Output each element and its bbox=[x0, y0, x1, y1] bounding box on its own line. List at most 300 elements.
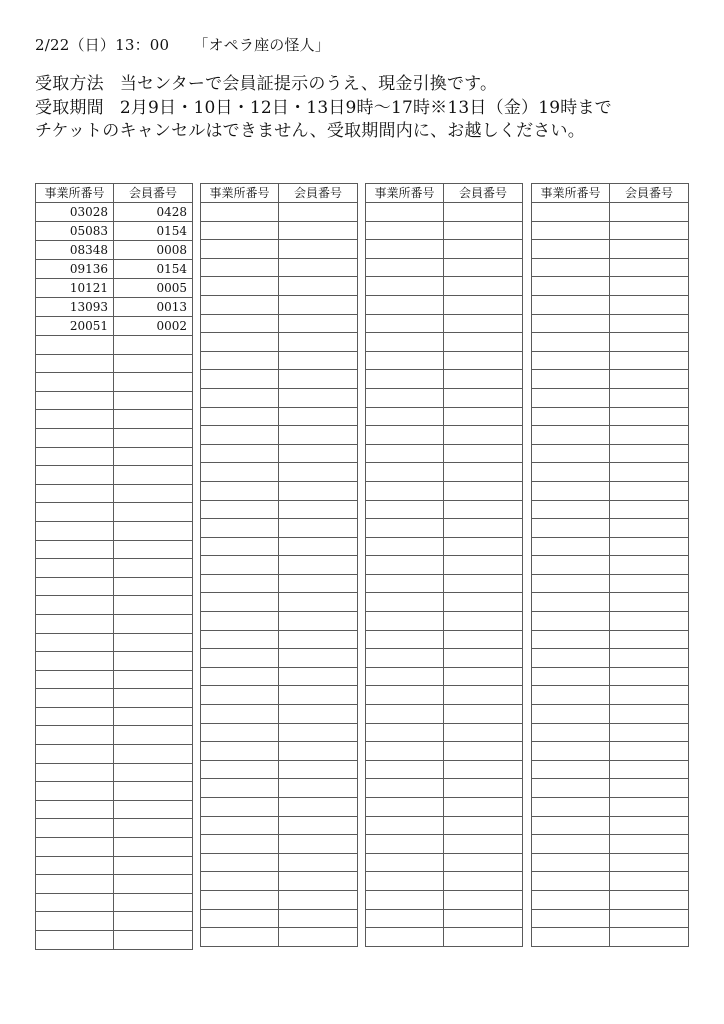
table-row bbox=[366, 853, 523, 872]
member-number-cell bbox=[279, 314, 358, 333]
office-number-cell bbox=[366, 481, 444, 500]
table-row bbox=[532, 816, 689, 835]
member-number-cell bbox=[610, 537, 689, 556]
member-number-cell bbox=[610, 816, 689, 835]
office-number-cell bbox=[36, 931, 114, 950]
office-number-cell bbox=[201, 742, 279, 761]
table-row bbox=[36, 540, 193, 559]
member-number-cell bbox=[279, 333, 358, 352]
member-number-cell bbox=[114, 819, 193, 838]
table-row bbox=[36, 633, 193, 652]
table-row bbox=[201, 705, 358, 724]
member-number-cell bbox=[444, 853, 523, 872]
office-number-cell bbox=[366, 890, 444, 909]
table-row bbox=[532, 500, 689, 519]
office-number-cell bbox=[201, 593, 279, 612]
office-number-cell bbox=[532, 258, 610, 277]
office-number-cell bbox=[532, 407, 610, 426]
table-row bbox=[366, 277, 523, 296]
member-number-cell bbox=[444, 407, 523, 426]
member-number-cell bbox=[114, 428, 193, 447]
office-number-cell bbox=[532, 835, 610, 854]
office-number-cell bbox=[366, 686, 444, 705]
office-number-cell bbox=[532, 928, 610, 947]
office-number-cell: 03028 bbox=[36, 203, 114, 222]
member-number-cell bbox=[610, 835, 689, 854]
office-number-cell bbox=[201, 630, 279, 649]
table-row bbox=[36, 893, 193, 912]
office-number-cell bbox=[201, 798, 279, 817]
office-number-cell bbox=[366, 612, 444, 631]
office-number-cell bbox=[532, 500, 610, 519]
table-row bbox=[532, 277, 689, 296]
member-number-cell bbox=[610, 574, 689, 593]
table-row bbox=[366, 872, 523, 891]
table-row bbox=[532, 853, 689, 872]
office-number-cell bbox=[36, 521, 114, 540]
table-row bbox=[366, 240, 523, 259]
table-row bbox=[201, 798, 358, 817]
office-number-cell bbox=[201, 388, 279, 407]
office-number-cell bbox=[532, 705, 610, 724]
member-number-cell bbox=[279, 723, 358, 742]
member-number-cell bbox=[444, 574, 523, 593]
office-number-cell bbox=[532, 742, 610, 761]
member-number-cell bbox=[279, 203, 358, 222]
member-number-cell bbox=[279, 667, 358, 686]
table-row bbox=[532, 314, 689, 333]
table-row bbox=[366, 890, 523, 909]
table-row bbox=[36, 521, 193, 540]
member-number-cell bbox=[610, 277, 689, 296]
table-row bbox=[36, 800, 193, 819]
member-number-cell bbox=[444, 519, 523, 538]
member-number-cell bbox=[610, 556, 689, 575]
table-row bbox=[366, 593, 523, 612]
member-number-cell bbox=[610, 853, 689, 872]
member-number-cell bbox=[114, 800, 193, 819]
member-number-cell bbox=[610, 295, 689, 314]
table-row bbox=[366, 705, 523, 724]
office-number-cell bbox=[532, 798, 610, 817]
office-number-cell bbox=[532, 686, 610, 705]
office-number-cell bbox=[201, 556, 279, 575]
table-row bbox=[36, 354, 193, 373]
table-row bbox=[36, 838, 193, 857]
office-number-cell bbox=[36, 354, 114, 373]
office-number-cell bbox=[532, 295, 610, 314]
member-number-cell bbox=[444, 481, 523, 500]
office-number-cell bbox=[36, 652, 114, 671]
office-number-cell bbox=[366, 277, 444, 296]
table-row bbox=[532, 872, 689, 891]
member-number-cell bbox=[114, 540, 193, 559]
office-number-cell bbox=[36, 745, 114, 764]
member-number-cell bbox=[279, 519, 358, 538]
member-number-cell bbox=[279, 370, 358, 389]
table-row bbox=[201, 630, 358, 649]
table-row bbox=[36, 203, 193, 222]
office-number-cell bbox=[366, 537, 444, 556]
member-number-cell bbox=[610, 240, 689, 259]
table-row bbox=[36, 745, 193, 764]
member-number-cell bbox=[444, 667, 523, 686]
office-number-cell bbox=[36, 540, 114, 559]
member-number-cell bbox=[279, 798, 358, 817]
table-row bbox=[532, 481, 689, 500]
table-row bbox=[201, 463, 358, 482]
member-number-cell bbox=[114, 856, 193, 875]
office-number-cell bbox=[532, 630, 610, 649]
office-number-cell bbox=[366, 500, 444, 519]
member-number-cell bbox=[279, 779, 358, 798]
office-number-cell bbox=[201, 203, 279, 222]
table-row bbox=[532, 723, 689, 742]
member-number-cell bbox=[279, 574, 358, 593]
office-number-cell bbox=[201, 835, 279, 854]
table-row bbox=[201, 909, 358, 928]
member-number-cell bbox=[444, 909, 523, 928]
member-number-cell bbox=[279, 928, 358, 947]
office-number-cell bbox=[366, 221, 444, 240]
office-number-cell bbox=[532, 370, 610, 389]
member-number-cell: 0013 bbox=[114, 298, 193, 317]
member-number-cell bbox=[444, 742, 523, 761]
table-row bbox=[36, 222, 193, 241]
table-header-row bbox=[36, 184, 193, 203]
table-row bbox=[36, 707, 193, 726]
office-number-cell bbox=[36, 856, 114, 875]
table-row bbox=[201, 370, 358, 389]
office-number-cell bbox=[532, 481, 610, 500]
office-number-cell bbox=[201, 816, 279, 835]
office-number-cell bbox=[201, 872, 279, 891]
table-row bbox=[201, 221, 358, 240]
table-row bbox=[532, 742, 689, 761]
table-row bbox=[201, 890, 358, 909]
office-number-cell bbox=[532, 519, 610, 538]
office-number-cell bbox=[366, 295, 444, 314]
office-number-cell bbox=[201, 500, 279, 519]
table-row bbox=[201, 779, 358, 798]
table-row bbox=[366, 928, 523, 947]
table-row bbox=[366, 798, 523, 817]
member-number-cell bbox=[610, 705, 689, 724]
member-number-cell bbox=[610, 649, 689, 668]
member-number-cell bbox=[444, 779, 523, 798]
office-number-cell bbox=[532, 277, 610, 296]
member-number-cell bbox=[610, 723, 689, 742]
table-row bbox=[532, 537, 689, 556]
member-number-cell bbox=[279, 686, 358, 705]
member-number-cell bbox=[279, 835, 358, 854]
office-number-cell bbox=[366, 667, 444, 686]
member-number-cell bbox=[279, 537, 358, 556]
office-number-cell bbox=[366, 463, 444, 482]
office-number-cell bbox=[366, 723, 444, 742]
office-number-cell bbox=[201, 667, 279, 686]
table-row bbox=[532, 909, 689, 928]
member-table-3 bbox=[365, 183, 523, 947]
office-number-cell bbox=[201, 537, 279, 556]
table-row bbox=[366, 909, 523, 928]
table-row bbox=[366, 333, 523, 352]
member-number-cell bbox=[114, 559, 193, 578]
office-number-cell bbox=[201, 295, 279, 314]
member-number-header: 会員番号 bbox=[444, 184, 523, 203]
table-row bbox=[36, 260, 193, 279]
table-row bbox=[201, 388, 358, 407]
table-row bbox=[36, 447, 193, 466]
member-number-cell bbox=[114, 912, 193, 931]
table-row bbox=[366, 314, 523, 333]
table-row bbox=[201, 314, 358, 333]
event-line bbox=[35, 34, 330, 55]
office-number-cell bbox=[201, 240, 279, 259]
office-number-cell: 20051 bbox=[36, 317, 114, 336]
member-number-cell bbox=[610, 463, 689, 482]
office-number-header: 事業所番号 bbox=[201, 184, 279, 203]
office-number-cell bbox=[532, 240, 610, 259]
member-number-cell bbox=[444, 556, 523, 575]
table-row bbox=[532, 574, 689, 593]
member-number-cell bbox=[444, 816, 523, 835]
member-number-cell bbox=[444, 890, 523, 909]
table-row bbox=[36, 559, 193, 578]
office-number-cell bbox=[36, 670, 114, 689]
member-number-cell: 0428 bbox=[114, 203, 193, 222]
member-number-cell bbox=[279, 890, 358, 909]
member-number-cell bbox=[114, 670, 193, 689]
office-number-cell bbox=[366, 333, 444, 352]
office-number-cell bbox=[366, 314, 444, 333]
member-number-header: 会員番号 bbox=[610, 184, 689, 203]
office-number-cell bbox=[36, 633, 114, 652]
office-number-cell bbox=[201, 853, 279, 872]
office-number-cell bbox=[201, 407, 279, 426]
table-row bbox=[366, 835, 523, 854]
table-row bbox=[36, 241, 193, 260]
table-row bbox=[201, 351, 358, 370]
table-row bbox=[366, 649, 523, 668]
table-row bbox=[36, 336, 193, 355]
table-row bbox=[532, 295, 689, 314]
member-number-cell bbox=[114, 652, 193, 671]
table-row bbox=[366, 760, 523, 779]
member-number-cell bbox=[279, 407, 358, 426]
office-number-cell bbox=[36, 559, 114, 578]
member-number-cell bbox=[610, 221, 689, 240]
office-number-cell bbox=[366, 928, 444, 947]
table-row bbox=[532, 779, 689, 798]
table-row bbox=[36, 856, 193, 875]
table-row bbox=[532, 333, 689, 352]
table-row bbox=[532, 221, 689, 240]
table-row bbox=[36, 782, 193, 801]
table-header-row bbox=[366, 184, 523, 203]
member-number-cell bbox=[279, 351, 358, 370]
member-number-cell bbox=[610, 258, 689, 277]
member-number-cell bbox=[444, 723, 523, 742]
office-number-cell: 08348 bbox=[36, 241, 114, 260]
table-row bbox=[36, 373, 193, 392]
member-number-cell bbox=[279, 556, 358, 575]
member-number-cell bbox=[279, 295, 358, 314]
member-number-cell bbox=[114, 745, 193, 764]
table-row bbox=[366, 816, 523, 835]
office-number-cell bbox=[532, 333, 610, 352]
member-number-cell bbox=[114, 931, 193, 950]
office-number-cell bbox=[36, 689, 114, 708]
table-row bbox=[366, 370, 523, 389]
table-row bbox=[201, 853, 358, 872]
event-title: 「オペラ座の怪人」 bbox=[193, 36, 331, 54]
member-number-cell bbox=[444, 221, 523, 240]
member-number-cell bbox=[610, 612, 689, 631]
member-number-cell bbox=[610, 798, 689, 817]
table-row bbox=[36, 670, 193, 689]
table-row bbox=[532, 463, 689, 482]
table-row bbox=[36, 819, 193, 838]
table-row bbox=[532, 890, 689, 909]
table-row bbox=[201, 686, 358, 705]
member-number-cell bbox=[114, 336, 193, 355]
member-number-cell bbox=[279, 258, 358, 277]
member-number-cell bbox=[114, 354, 193, 373]
office-number-cell bbox=[532, 760, 610, 779]
member-number-cell bbox=[279, 649, 358, 668]
table-row bbox=[36, 466, 193, 485]
member-number-cell bbox=[444, 463, 523, 482]
member-number-cell bbox=[114, 503, 193, 522]
member-number-cell: 0005 bbox=[114, 279, 193, 298]
cancellation-notice: チケットのキャンセルはできません、受取期間内に、お越しください。 bbox=[35, 121, 585, 141]
member-number-cell bbox=[279, 221, 358, 240]
table-row bbox=[36, 391, 193, 410]
table-row bbox=[36, 279, 193, 298]
member-number-cell bbox=[279, 593, 358, 612]
table-row bbox=[201, 481, 358, 500]
table-row bbox=[201, 667, 358, 686]
office-number-cell bbox=[36, 336, 114, 355]
office-number-cell bbox=[366, 593, 444, 612]
member-number-cell bbox=[444, 537, 523, 556]
office-number-cell bbox=[201, 686, 279, 705]
table-row bbox=[201, 258, 358, 277]
member-number-cell bbox=[114, 726, 193, 745]
table-row bbox=[36, 875, 193, 894]
table-row bbox=[366, 481, 523, 500]
member-number-cell bbox=[444, 798, 523, 817]
office-number-cell bbox=[366, 258, 444, 277]
member-number-cell bbox=[114, 893, 193, 912]
office-number-cell bbox=[532, 314, 610, 333]
member-number-cell bbox=[279, 388, 358, 407]
table-row bbox=[532, 240, 689, 259]
office-number-header: 事業所番号 bbox=[36, 184, 114, 203]
office-number-cell bbox=[532, 779, 610, 798]
table-row bbox=[36, 763, 193, 782]
table-row bbox=[36, 503, 193, 522]
member-table-4 bbox=[531, 183, 689, 947]
table-row bbox=[532, 519, 689, 538]
table-row bbox=[366, 426, 523, 445]
member-number-cell bbox=[279, 705, 358, 724]
table-row bbox=[36, 726, 193, 745]
office-number-cell bbox=[532, 872, 610, 891]
office-number-cell bbox=[201, 928, 279, 947]
office-number-cell bbox=[36, 410, 114, 429]
office-number-cell bbox=[201, 314, 279, 333]
member-number-cell bbox=[444, 295, 523, 314]
member-number-cell bbox=[279, 444, 358, 463]
office-number-cell bbox=[366, 574, 444, 593]
office-number-cell bbox=[36, 373, 114, 392]
office-number-cell bbox=[36, 466, 114, 485]
office-number-cell bbox=[201, 779, 279, 798]
table-row bbox=[201, 407, 358, 426]
office-number-cell: 13093 bbox=[36, 298, 114, 317]
table-row bbox=[366, 630, 523, 649]
office-number-cell bbox=[201, 890, 279, 909]
table-row bbox=[36, 317, 193, 336]
table-row bbox=[201, 872, 358, 891]
office-number-cell bbox=[532, 649, 610, 668]
office-number-cell bbox=[532, 203, 610, 222]
member-number-cell: 0008 bbox=[114, 241, 193, 260]
office-number-cell bbox=[36, 707, 114, 726]
table-row bbox=[366, 388, 523, 407]
office-number-cell bbox=[201, 760, 279, 779]
member-number-cell bbox=[610, 760, 689, 779]
office-number-cell bbox=[201, 426, 279, 445]
member-number-header: 会員番号 bbox=[114, 184, 193, 203]
table-row bbox=[366, 500, 523, 519]
table-row bbox=[532, 835, 689, 854]
office-number-cell bbox=[532, 723, 610, 742]
member-number-cell bbox=[444, 203, 523, 222]
member-number-cell bbox=[610, 742, 689, 761]
table-row bbox=[532, 203, 689, 222]
member-number-cell bbox=[610, 481, 689, 500]
member-number-cell bbox=[610, 779, 689, 798]
member-number-cell bbox=[114, 521, 193, 540]
office-number-cell bbox=[201, 649, 279, 668]
office-number-cell bbox=[201, 705, 279, 724]
member-number-cell bbox=[610, 909, 689, 928]
table-row bbox=[366, 612, 523, 631]
table-row bbox=[201, 519, 358, 538]
member-number-header: 会員番号 bbox=[279, 184, 358, 203]
office-number-cell bbox=[36, 893, 114, 912]
office-number-cell bbox=[36, 782, 114, 801]
office-number-cell bbox=[366, 444, 444, 463]
office-number-cell bbox=[532, 221, 610, 240]
office-number-cell bbox=[366, 370, 444, 389]
member-number-cell bbox=[444, 277, 523, 296]
member-number-cell bbox=[444, 333, 523, 352]
pickup-period-text: 2月9日・10日・12日・13日9時～17時※13日（金）19時まで bbox=[119, 98, 612, 118]
office-number-cell bbox=[36, 614, 114, 633]
office-number-cell bbox=[532, 593, 610, 612]
office-number-cell bbox=[366, 388, 444, 407]
member-number-cell bbox=[444, 760, 523, 779]
member-number-cell bbox=[114, 577, 193, 596]
office-number-cell bbox=[532, 853, 610, 872]
table-row bbox=[532, 388, 689, 407]
member-number-cell bbox=[114, 373, 193, 392]
office-number-cell bbox=[366, 779, 444, 798]
